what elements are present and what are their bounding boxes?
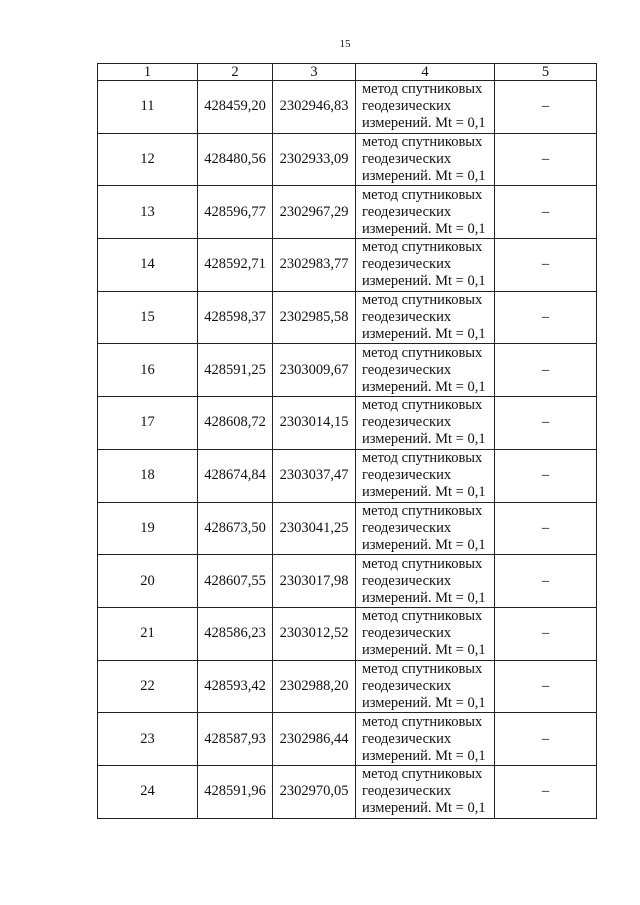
method-line: измерений. Mt = 0,1: [362, 378, 486, 395]
coordinate-x-cell: 428591,25: [198, 344, 273, 397]
method-line: метод спутниковых: [362, 766, 483, 783]
note-cell: –: [495, 660, 597, 713]
coordinate-y-cell: 2302967,29: [273, 186, 356, 239]
method-line: метод спутниковых: [362, 660, 483, 677]
method-line: измерений. Mt = 0,1: [362, 115, 486, 132]
method-line: геодезических: [362, 414, 452, 431]
coordinate-y-cell: 2303037,47: [273, 449, 356, 502]
method-line: измерений. Mt = 0,1: [362, 431, 486, 448]
coordinate-y-cell: 2302985,58: [273, 291, 356, 344]
coordinate-y-cell: 2303012,52: [273, 607, 356, 660]
method-line: геодезических: [362, 625, 452, 642]
table-row: [98, 133, 597, 186]
coordinate-x-cell: 428673,50: [198, 502, 273, 555]
table-header: [98, 64, 597, 81]
table-row: [98, 713, 597, 766]
coordinate-y-cell: 2303009,67: [273, 344, 356, 397]
method-line: метод спутниковых: [362, 502, 483, 519]
method-cell: [356, 449, 495, 502]
note-cell: –: [495, 344, 597, 397]
method-line: метод спутниковых: [362, 239, 483, 256]
point-number-cell: 17: [98, 397, 198, 450]
method-cell: [356, 660, 495, 713]
point-number-cell: 18: [98, 449, 198, 502]
note-cell: –: [495, 81, 597, 134]
coordinate-x-cell: 428459,20: [198, 81, 273, 134]
page-number: 15: [339, 38, 351, 50]
coordinate-x-cell: 428608,72: [198, 397, 273, 450]
coordinate-y-cell: 2302946,83: [273, 81, 356, 134]
table-row: [98, 239, 597, 292]
note-cell: –: [495, 291, 597, 344]
point-number-cell: 23: [98, 713, 198, 766]
table-row: [98, 555, 597, 608]
coordinate-y-cell: 2302986,44: [273, 713, 356, 766]
note-cell: –: [495, 765, 597, 818]
table-row: [98, 502, 597, 555]
method-line: геодезических: [362, 98, 452, 115]
method-cell: [356, 291, 495, 344]
header-cell-1: 1: [98, 64, 198, 81]
coordinate-y-cell: 2302983,77: [273, 239, 356, 292]
method-line: геодезических: [362, 203, 452, 220]
method-line: измерений. Mt = 0,1: [362, 326, 486, 343]
method-line: геодезических: [362, 309, 452, 326]
method-cell: [356, 713, 495, 766]
method-cell: [356, 555, 495, 608]
header-cell-2: 2: [198, 64, 273, 81]
point-number-cell: 11: [98, 81, 198, 134]
method-line: метод спутниковых: [362, 397, 483, 414]
method-cell: [356, 397, 495, 450]
coordinate-x-cell: 428592,71: [198, 239, 273, 292]
method-line: метод спутниковых: [362, 344, 483, 361]
method-line: геодезических: [362, 467, 452, 484]
point-number-cell: 21: [98, 607, 198, 660]
method-line: геодезических: [362, 256, 452, 273]
note-cell: –: [495, 397, 597, 450]
note-cell: –: [495, 502, 597, 555]
method-cell: [356, 502, 495, 555]
table-row: [98, 449, 597, 502]
coordinate-x-cell: 428598,37: [198, 291, 273, 344]
method-line: геодезических: [362, 677, 452, 694]
method-line: геодезических: [362, 519, 452, 536]
method-line: геодезических: [362, 730, 452, 747]
header-row: [98, 64, 597, 81]
method-line: метод спутниковых: [362, 450, 483, 467]
coordinate-y-cell: 2302933,09: [273, 133, 356, 186]
coordinate-y-cell: 2302970,05: [273, 765, 356, 818]
method-line: геодезических: [362, 783, 452, 800]
note-cell: –: [495, 239, 597, 292]
method-cell: [356, 239, 495, 292]
method-line: измерений. Mt = 0,1: [362, 220, 486, 237]
point-number-cell: 13: [98, 186, 198, 239]
header-cell-5: 5: [495, 64, 597, 81]
table-row: [98, 765, 597, 818]
header-cell-3: 3: [273, 64, 356, 81]
coordinate-y-cell: 2302988,20: [273, 660, 356, 713]
method-line: измерений. Mt = 0,1: [362, 484, 486, 501]
header-cell-4: 4: [356, 64, 495, 81]
table-row: [98, 344, 597, 397]
method-cell: [356, 133, 495, 186]
coordinate-y-cell: 2303017,98: [273, 555, 356, 608]
method-cell: [356, 81, 495, 134]
table-row: [98, 607, 597, 660]
method-line: метод спутниковых: [362, 292, 483, 309]
note-cell: –: [495, 133, 597, 186]
note-cell: –: [495, 713, 597, 766]
method-line: геодезических: [362, 151, 452, 168]
method-line: метод спутниковых: [362, 608, 483, 625]
method-cell: [356, 765, 495, 818]
method-line: геодезических: [362, 572, 452, 589]
coordinate-x-cell: 428674,84: [198, 449, 273, 502]
table-row: [98, 291, 597, 344]
method-line: измерений. Mt = 0,1: [362, 694, 486, 711]
coordinate-x-cell: 428587,93: [198, 713, 273, 766]
point-number-cell: 12: [98, 133, 198, 186]
coordinate-x-cell: 428596,77: [198, 186, 273, 239]
coordinate-x-cell: 428586,23: [198, 607, 273, 660]
table-row: [98, 660, 597, 713]
table-body: [98, 81, 597, 819]
point-number-cell: 22: [98, 660, 198, 713]
coordinate-x-cell: 428591,96: [198, 765, 273, 818]
method-line: измерений. Mt = 0,1: [362, 589, 486, 606]
method-line: метод спутниковых: [362, 555, 483, 572]
coordinate-y-cell: 2303014,15: [273, 397, 356, 450]
point-number-cell: 15: [98, 291, 198, 344]
point-number-cell: 20: [98, 555, 198, 608]
table-row: [98, 81, 597, 134]
method-line: измерений. Mt = 0,1: [362, 800, 486, 817]
method-line: метод спутниковых: [362, 81, 483, 98]
table-row: [98, 397, 597, 450]
coordinate-y-cell: 2303041,25: [273, 502, 356, 555]
method-cell: [356, 344, 495, 397]
method-line: измерений. Mt = 0,1: [362, 536, 486, 553]
coordinate-x-cell: 428480,56: [198, 133, 273, 186]
table-row: [98, 186, 597, 239]
method-line: геодезических: [362, 361, 452, 378]
note-cell: –: [495, 186, 597, 239]
point-number-cell: 19: [98, 502, 198, 555]
point-number-cell: 16: [98, 344, 198, 397]
coordinate-x-cell: 428607,55: [198, 555, 273, 608]
method-line: измерений. Mt = 0,1: [362, 747, 486, 764]
method-line: метод спутниковых: [362, 713, 483, 730]
point-number-cell: 24: [98, 765, 198, 818]
coordinate-x-cell: 428593,42: [198, 660, 273, 713]
method-cell: [356, 607, 495, 660]
method-line: метод спутниковых: [362, 134, 483, 151]
method-line: метод спутниковых: [362, 186, 483, 203]
method-cell: [356, 186, 495, 239]
method-line: измерений. Mt = 0,1: [362, 642, 486, 659]
coordinates-table: [97, 63, 597, 819]
method-line: измерений. Mt = 0,1: [362, 273, 486, 290]
note-cell: –: [495, 449, 597, 502]
point-number-cell: 14: [98, 239, 198, 292]
method-line: измерений. Mt = 0,1: [362, 168, 486, 185]
note-cell: –: [495, 607, 597, 660]
note-cell: –: [495, 555, 597, 608]
